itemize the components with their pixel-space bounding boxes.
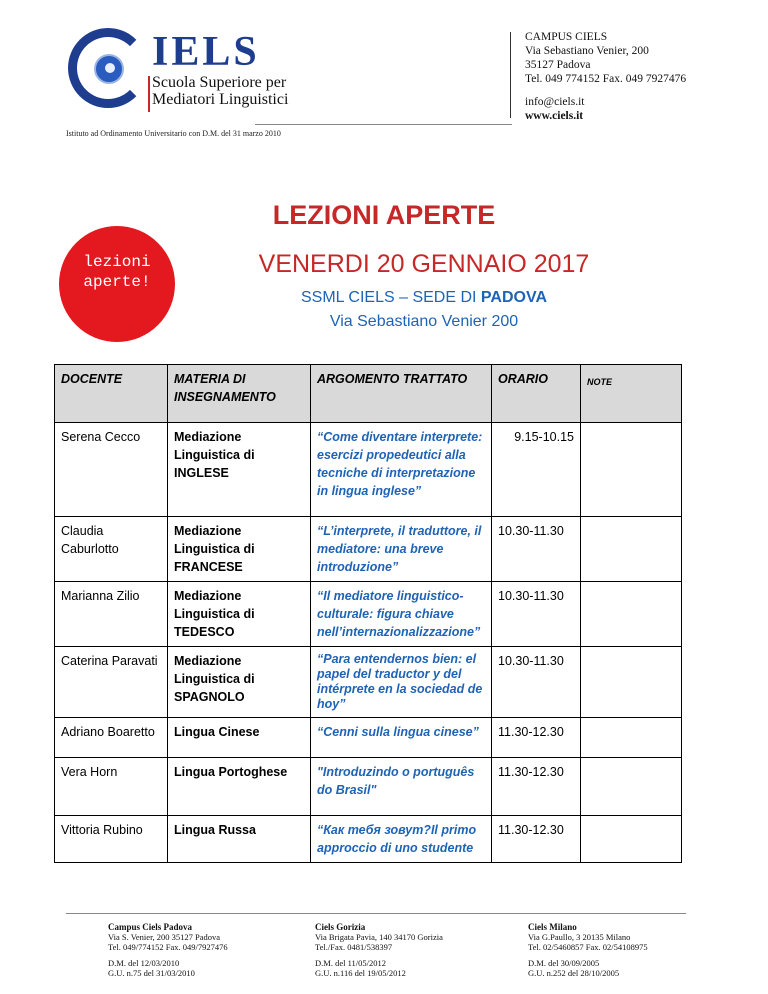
footer-milano-dm: D.M. del 30/09/2005 — [528, 958, 600, 968]
footer-padova-address: Via S. Venier, 200 35127 Padova — [108, 932, 221, 942]
cell-orario: 11.30-12.30 — [492, 816, 581, 863]
header-rule — [255, 124, 512, 125]
cell-materia: Mediazione Linguistica di FRANCESE — [168, 517, 311, 582]
logo-subtitle — [152, 74, 288, 108]
cell-orario: 11.30-12.30 — [492, 758, 581, 816]
cell-docente: Caterina Paravati — [55, 647, 168, 718]
footer-milano — [528, 922, 648, 978]
cell-note — [581, 582, 682, 647]
footer-gorizia-address: Via Brigata Pavia, 140 34170 Gorizia — [315, 932, 443, 942]
cell-argomento: “Il mediatore linguistico-culturale: figura chiave nell’internazionalizzazione” — [311, 582, 492, 647]
cell-orario: 11.30-12.30 — [492, 718, 581, 758]
logo-wordmark: IELS — [152, 29, 260, 75]
event-date: VENERDI 20 GENNAIO 2017 — [258, 250, 590, 278]
cell-note — [581, 647, 682, 718]
badge-line-1: lezioni — [83, 253, 151, 271]
header-divider — [510, 32, 511, 118]
table-row — [55, 758, 682, 816]
cell-docente: Marianna Zilio — [55, 582, 168, 647]
footer-padova-name: Campus Ciels Padova — [108, 922, 193, 932]
table-row — [55, 582, 682, 647]
campus-city: 35127 Padova — [525, 59, 591, 71]
cell-materia: Mediazione Linguistica di SPAGNOLO — [168, 647, 311, 718]
cell-orario: 10.30-11.30 — [492, 517, 581, 582]
cell-note — [581, 718, 682, 758]
header-orario: ORARIO — [492, 365, 581, 423]
footer-padova — [108, 922, 228, 978]
footer-padova-dm: D.M. del 12/03/2010 — [108, 958, 180, 968]
footer-milano-address: Via G.Paullo, 3 20135 Milano — [528, 932, 631, 942]
footer-gorizia-gu: G.U. n.116 del 19/05/2012 — [315, 968, 406, 978]
cell-orario: 10.30-11.30 — [492, 647, 581, 718]
cell-docente: Adriano Boaretto — [55, 718, 168, 758]
footer-milano-phone: Tel. 02/5460857 Fax. 02/54108975 — [528, 942, 648, 952]
cell-argomento: “Cenni sulla lingua cinese” — [311, 718, 492, 758]
table-header-row — [55, 365, 682, 423]
cell-docente: Serena Cecco — [55, 423, 168, 517]
event-address: Via Sebastiano Venier 200 — [329, 313, 519, 330]
footer-milano-name: Ciels Milano — [528, 922, 577, 932]
badge-line-2: aperte! — [83, 273, 151, 291]
footer-rule — [66, 913, 686, 914]
cell-docente: Vittoria Rubino — [55, 816, 168, 863]
cell-argomento: “L’interprete, il traduttore, il mediatore: una breve introduzione” — [311, 517, 492, 582]
schedule-table — [54, 364, 682, 863]
cell-materia: Lingua Cinese — [168, 718, 311, 758]
logo-institute-note: Istituto ad Ordinamento Universitario con D.M. del 31 marzo 2010 — [66, 129, 281, 138]
cell-argomento: “Para entendernos bien: el papel del traductor y del intérprete en la sociedad de hoy” — [311, 647, 492, 718]
cell-argomento: “Как тебя зовут?Il primo approccio di uno studente — [311, 816, 492, 863]
event-title: LEZIONI APERTE — [272, 200, 496, 230]
campus-street: Via Sebastiano Venier, 200 — [525, 45, 649, 57]
header-docente: DOCENTE — [55, 365, 168, 423]
footer-gorizia-dm: D.M. del 11/05/2012 — [315, 958, 386, 968]
footer-gorizia-phone: Tel./Fax. 0481/538397 — [315, 942, 393, 952]
globe-icon — [94, 54, 124, 84]
logo-subtitle-line-1: Scuola Superiore per — [152, 74, 287, 91]
logo-red-bar — [148, 76, 150, 112]
footer-padova-phone: Tel. 049/774152 Fax. 049/7927476 — [108, 942, 228, 952]
table-row — [55, 647, 682, 718]
table-row — [55, 423, 682, 517]
cell-orario: 10.30-11.30 — [492, 582, 581, 647]
venue-prefix: SSML CIELS – SEDE DI — [301, 289, 481, 306]
header-argomento: ARGOMENTO TRATTATO — [311, 365, 492, 423]
campus-address-block — [525, 30, 686, 123]
cell-materia: Lingua Russa — [168, 816, 311, 863]
campus-name: CAMPUS CIELS — [525, 31, 608, 43]
cell-note — [581, 517, 682, 582]
cell-orario: 9.15-10.15 — [492, 423, 581, 517]
cell-materia: Mediazione Linguistica di INGLESE — [168, 423, 311, 517]
header-note: NOTE — [581, 365, 682, 423]
logo-subtitle-line-2: Mediatori Linguistici — [152, 91, 289, 108]
cell-note — [581, 758, 682, 816]
header-materia: MATERIA DI INSEGNAMENTO — [168, 365, 311, 423]
cell-note — [581, 423, 682, 517]
cell-argomento: "Introduzindo o português do Brasil" — [311, 758, 492, 816]
cell-note — [581, 816, 682, 863]
ciels-logo — [66, 26, 298, 138]
cell-docente: Claudia Caburlotto — [55, 517, 168, 582]
table-row — [55, 718, 682, 758]
table-row — [55, 517, 682, 582]
footer-gorizia-name: Ciels Gorizia — [315, 922, 366, 932]
cell-docente: Vera Horn — [55, 758, 168, 816]
footer-padova-gu: G.U. n.75 del 31/03/2010 — [108, 968, 195, 978]
campus-website[interactable]: www.ciels.it — [525, 110, 584, 122]
table-row — [55, 816, 682, 863]
footer-gorizia — [315, 922, 443, 978]
event-venue — [40, 289, 768, 307]
campus-email[interactable]: info@ciels.it — [525, 96, 585, 108]
campus-phone: Tel. 049 774152 Fax. 049 7927476 — [525, 73, 687, 85]
cell-materia: Lingua Portoghese — [168, 758, 311, 816]
cell-argomento: “Come diventare interprete: esercizi propedeutici alla tecniche di interpretazione in lingua inglese” — [311, 423, 492, 517]
venue-city: PADOVA — [480, 289, 547, 306]
cell-materia: Mediazione Linguistica di TEDESCO — [168, 582, 311, 647]
footer-milano-gu: G.U. n.252 del 28/10/2005 — [528, 968, 620, 978]
